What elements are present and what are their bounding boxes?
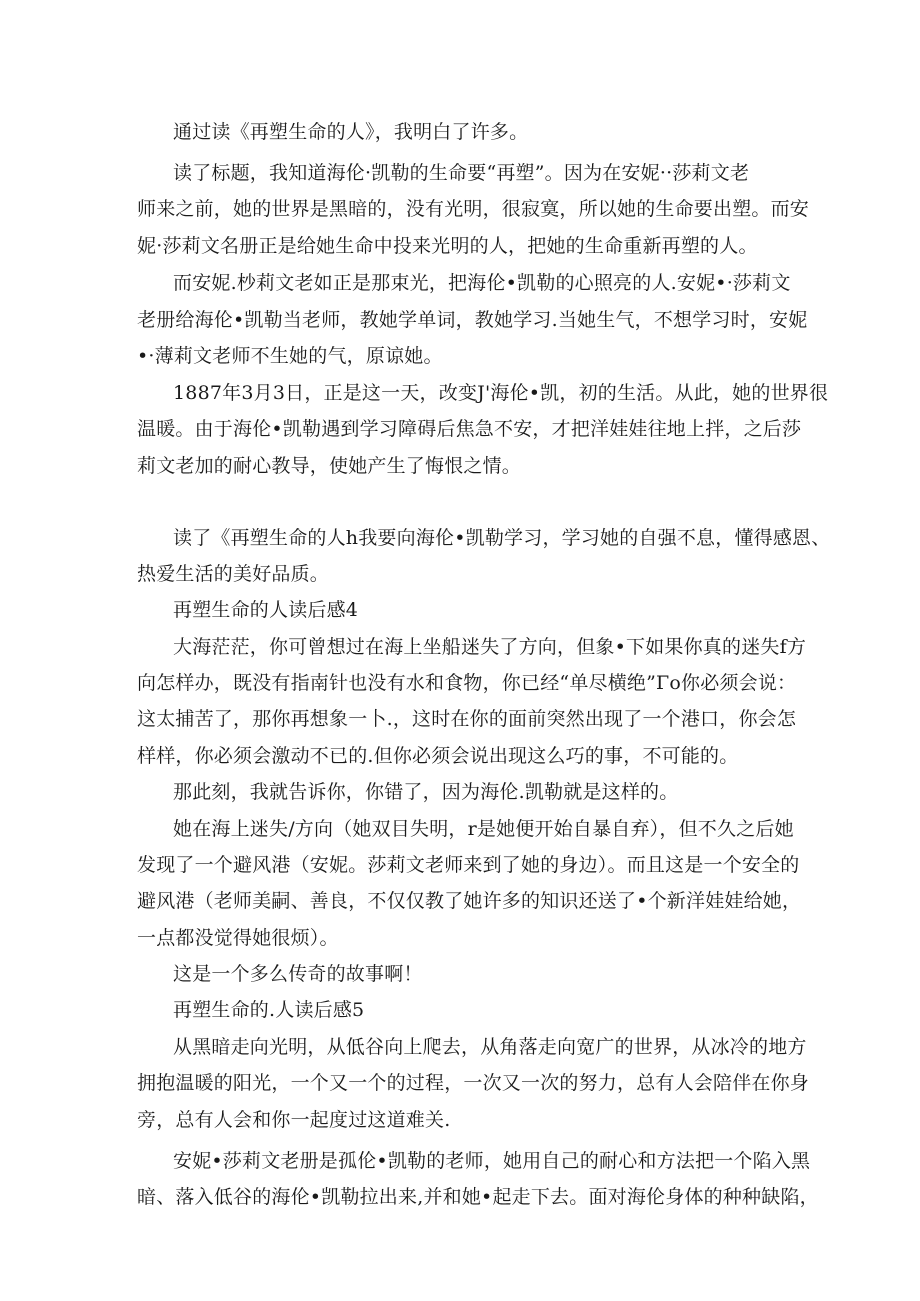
text-line-11: 读了《再塑生命的人h我要向海伦•凯勒学习，学习她的自强不息，懂得感恩、	[173, 527, 831, 549]
text-line-3: 师来之前，她的世界是黑暗的，没有光明，很寂寞，所以她的生命要出塑。而安	[137, 198, 810, 220]
text-line-10: 莉文老加的耐心教导，使她产生了悔恨之情。	[137, 455, 522, 477]
text-line-6: 老册给海伦•凯勒当老师，教她学单词，教她学习.当她生气，不想学习时，安妮	[137, 309, 808, 331]
text-line-7: •·薄莉文老师不生她的气，原谅她。	[137, 345, 443, 367]
text-line-8: 1887年3月3日，正是这一天，改变J'海伦•凯，初的生活。从此，她的世界很	[173, 382, 829, 404]
text-line-9: 温暖。由于海伦•凯勒遇到学习障碍后焦急不安，才把洋娃娃往地上拌，之后莎	[137, 418, 802, 440]
text-line-1: 通过读《再塑生命的人》，我明白了许多。	[173, 121, 529, 143]
text-line-23: 这是一个多么传奇的故事啊！	[173, 963, 423, 985]
text-line-12: 热爱生活的美好品质。	[137, 563, 330, 585]
text-line-18: 那此刻，我就告诉你，你错了，因为海伦.凯勒就是这样的。	[173, 781, 679, 803]
text-line-26: 拥抱温暖的阳光，一个又一个的过程，一次又一次的努力，总有人会陪伴在你身	[137, 1072, 810, 1094]
text-line-21: 避风港（老师美嗣、善良，不仅仅教了她许多的知识还送了•个新洋娃娃给她，	[137, 890, 802, 912]
text-line-24: 再塑生命的.人读后感5	[173, 999, 365, 1021]
text-line-16: 这太捕苦了，那你再想象一卜.，这时在你的面前突然出现了一个港口，你会怎	[137, 708, 797, 730]
text-line-5: 而安妮.杪莉文老如正是那束光，把海伦•凯勒的心照亮的人.安妮•·莎莉文	[173, 272, 791, 294]
text-line-15: 向怎样办，既没有指南针也没有水和食物，你已经“单尽横绝”Γo你必须会说：	[137, 672, 797, 694]
text-line-25: 从黑暗走向光明，从低谷向上爬去，从角落走向宽广的世界，从冰冷的地方	[173, 1036, 807, 1058]
text-line-4: 妮·莎莉文名册正是给她生命中投来光明的人，把她的生命重新再塑的人。	[137, 235, 758, 257]
text-line-22: 一点都没觉得她很烦）。	[137, 927, 339, 949]
text-line-14: 大海茫茫，你可曾想过在海上坐船迷失了方向，但象•下如果你真的迷失f方	[173, 636, 807, 658]
text-line-28: 安妮•莎莉文老册是孤伦•凯勒的老师，她用自己的耐心和方法把一个陷入黑	[173, 1150, 811, 1172]
text-line-20: 发现了一个避风港（安妮。莎莉文老师来到了她的身边）。而且这是一个安全的	[137, 854, 800, 876]
text-line-19: 她在海上迷失/方向（她双目失明，r是她便开始自暴自弃），但不久之后她	[173, 818, 794, 840]
text-line-29: 暗、落入低谷的海伦•凯勒拉出来,并和她•起走下去。面对海伦身体的种种缺陷，	[137, 1186, 819, 1208]
text-line-27: 旁，总有人会和你一起度过这道难关.	[137, 1109, 451, 1131]
text-line-13: 再塑生命的人读后感4	[173, 599, 359, 621]
text-line-2: 读了标题，我知道海伦·凯勒的生命要“再塑”。因为在安妮··莎莉文老	[173, 162, 750, 184]
text-line-17: 样样，你必须会激动不已的.但你必须会说出现这么巧的事，不可能的。	[137, 745, 739, 767]
